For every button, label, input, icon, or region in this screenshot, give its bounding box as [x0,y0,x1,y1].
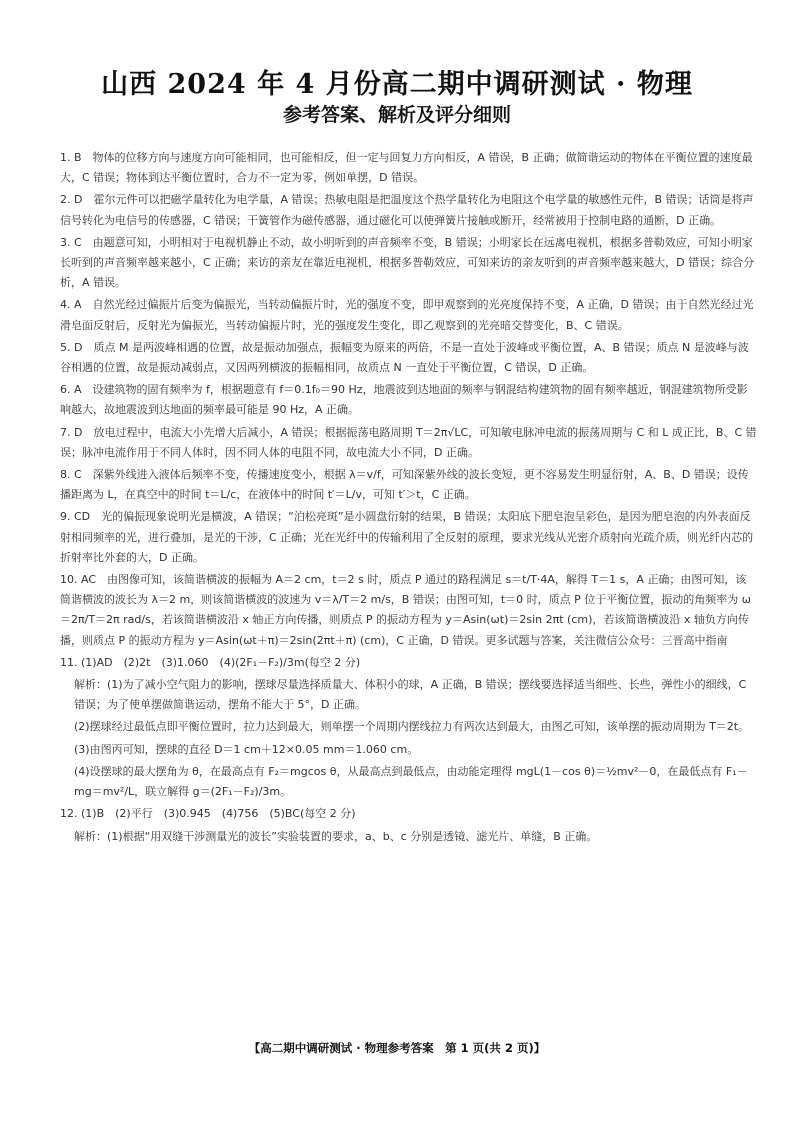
answer-item-4: 4. A 自然光经过偏振片后变为偏振光，当转动偏振片时，光的强度不变，即甲观察到的光亮度保持不变，A 正确，D 错误；由于自然光经过光滑皂面反射后，反射光为偏振光，当转动偏振片时，光的强度发生变化，即乙观察到的光亮暗交替变化，B、C 错误。 [60,298,754,332]
answer-item-11: 11. (1)AD (2)2t (3)1.060 (4)(2F₁－F₂)/3m(每空 2 分) [60,655,361,669]
analysis-11-part-3: (3)由图丙可知，摆球的直径 D＝1 cm＋12×0.05 mm＝1.060 cm。 [74,742,419,756]
answer-item-7: 7. D 放电过程中，电流大小先增大后减小，A 错误；根据振荡电路周期 T＝2π√LC，可知敏电脉冲电流的振荡周期与 C 和 L 成正比，B、C 错误；脉冲电流作用于不同人体时，因不同人体的电阻不同，故电流大小不同，D 正确。 [60,425,757,459]
answer-item-3: 3. C 由题意可知，小明相对于电视机静止不动，故小明听到的声音频率不变，B 错误；小明家长在远离电视机，根据多普勒效应，可知小明家长听到的声音频率越来越小，C 正确；来访的亲友在靠近电视机，根据多普勒效应，可知来访的亲友听到的声音频率越来越大，D 错误；综合分析，A 错误。 [60,235,755,290]
page-footer: 【高二期中调研测试 · 物理参考答案 第 1 页(共 2 页)】 [248,1041,546,1055]
page-subtitle: 参考答案、解析及评分细则 [282,104,511,126]
answer-item-2: 2. D 霍尔元件可以把磁学量转化为电学量，A 错误；热敏电阻是把温度这个热学量转化为电阻这个电学量的敏感性元件，B 错误；话筒是将声信号转化为电信号的传感器，C 错误；干簧管作为磁传感器，通过磁化可以使弹簧片接触或断开，经常被用于控制电路的通断，D 正确。 [60,193,754,227]
answer-item-6: 6. A 设建筑物的固有频率为 f，根据题意有 f＝0.1f₀＝90 Hz，地震波到达地面的频率与钢混结构建筑物的固有频率越近，钢混建筑物所受影响越大，故地震波到达地面的频率最可能是 90 Hz，A 正确。 [60,383,748,417]
answer-item-12: 12. (1)B (2)平行 (3)0.945 (4)756 (5)BC(每空 2 分) [60,807,356,821]
page-title: 山西 2024 年 4 月份高二期中调研测试 · 物理 [101,69,693,100]
answer-list [60,148,757,849]
analysis-11-part-1: 解析：(1)为了减小空气阻力的影响，摆球尽量选择质量大、体积小的球，A 正确，B 错误；摆线要选择适当细些、长些，弹性小的细线，C 错误；为了使单摆做简谐运动，摆角不能大于 5°，D 正确。 [74,678,747,712]
answer-item-9: 9. CD 光的偏振现象说明光是横波，A 错误；“泊松亮斑”是小圆盘衍射的结果，B 错误；太阳底下肥皂泡呈彩色，是因为肥皂泡的内外表面反射相同频率的光，进行叠加，是光的干涉，C 正确；光在光纤中的传输利用了全反射的原理，要求光线从光密介质射向光疏介质，则光纤内芯的折射率比外套的大，D 正确。 [60,510,754,564]
answer-item-10: 10. AC 由图像可知，该简谐横波的振幅为 A＝2 cm，t＝2 s 时，质点 P 通过的路程满足 s＝t/T·4A，解得 T＝1 s，A 正确；由图可知，该简谐横波的波长为 λ＝2 m，则该简谐横波的波速为 v＝λ/T＝2 m/s，B 错误；由图可知，t＝0 时，质点 P 位于平衡位置，振动的角频率为 ω＝2π/T＝2π rad/s，若该简谐横波沿 x 轴正方向传播，则质点 P 的振动方程为 y＝Asin(ωt)＝2sin 2πt (cm)，若该简谐横波沿 x 轴负方向传播，则质点 P 的振动方程为 y＝Asin(ωt＋π)＝2sin(2πt＋π) (cm)，C 正确，D 错误。更多试题与答案，关注微信公众号：三晋高中指南 [60,573,751,647]
analysis-11-part-4: (4)设摆球的最大摆角为 θ，在最高点有 F₂＝mgcos θ，从最高点到最低点，由动能定理得 mgL(1－cos θ)＝½mv²－0，在最低点有 F₁－mg＝mv²/L，联立解得 g＝(2F₁－F₂)/3m。 [74,764,748,799]
answer-item-8: 8. C 深紫外线进入液体后频率不变，传播速度变小，根据 λ＝v/f，可知深紫外线的波长变短，更不容易发生明显衍射，A、B、D 错误；设传播距离为 L，在真空中的时间 t＝L/c，在液体中的时间 t′＝L/v，可知 t′＞t，C 正确。 [60,468,749,502]
answer-item-1: 1. B 物体的位移方向与速度方向可能相同，也可能相反，但一定与回复力方向相反，A 错误，B 正确；做简谐运动的物体在平衡位置的速度最大，C 错误；物体到达平衡位置时，合力不一定为零，例如单摆，D 错误。 [60,151,753,185]
analysis-11-part-2: (2)摆球经过最低点即平衡位置时，拉力达到最大，则单摆一个周期内摆线拉力有两次达到最大，由图乙可知，该单摆的振动周期为 T＝2t。 [74,720,750,734]
analysis-12-part-1: 解析：(1)根据“用双缝干涉测量光的波长”实验装置的要求，a、b、c 分别是透镜、滤光片、单缝，B 正确。 [74,829,598,843]
answer-item-5: 5. D 质点 M 是两波峰相遇的位置，故是振动加强点，振幅变为原来的两倍，不是一直处于波峰或平衡位置，A、B 错误；质点 N 是波峰与波谷相遇的位置，故是振动减弱点，又因两列横波的振幅相同，故质点 N 一直处于平衡位置，C 错误，D 正确。 [60,340,749,375]
